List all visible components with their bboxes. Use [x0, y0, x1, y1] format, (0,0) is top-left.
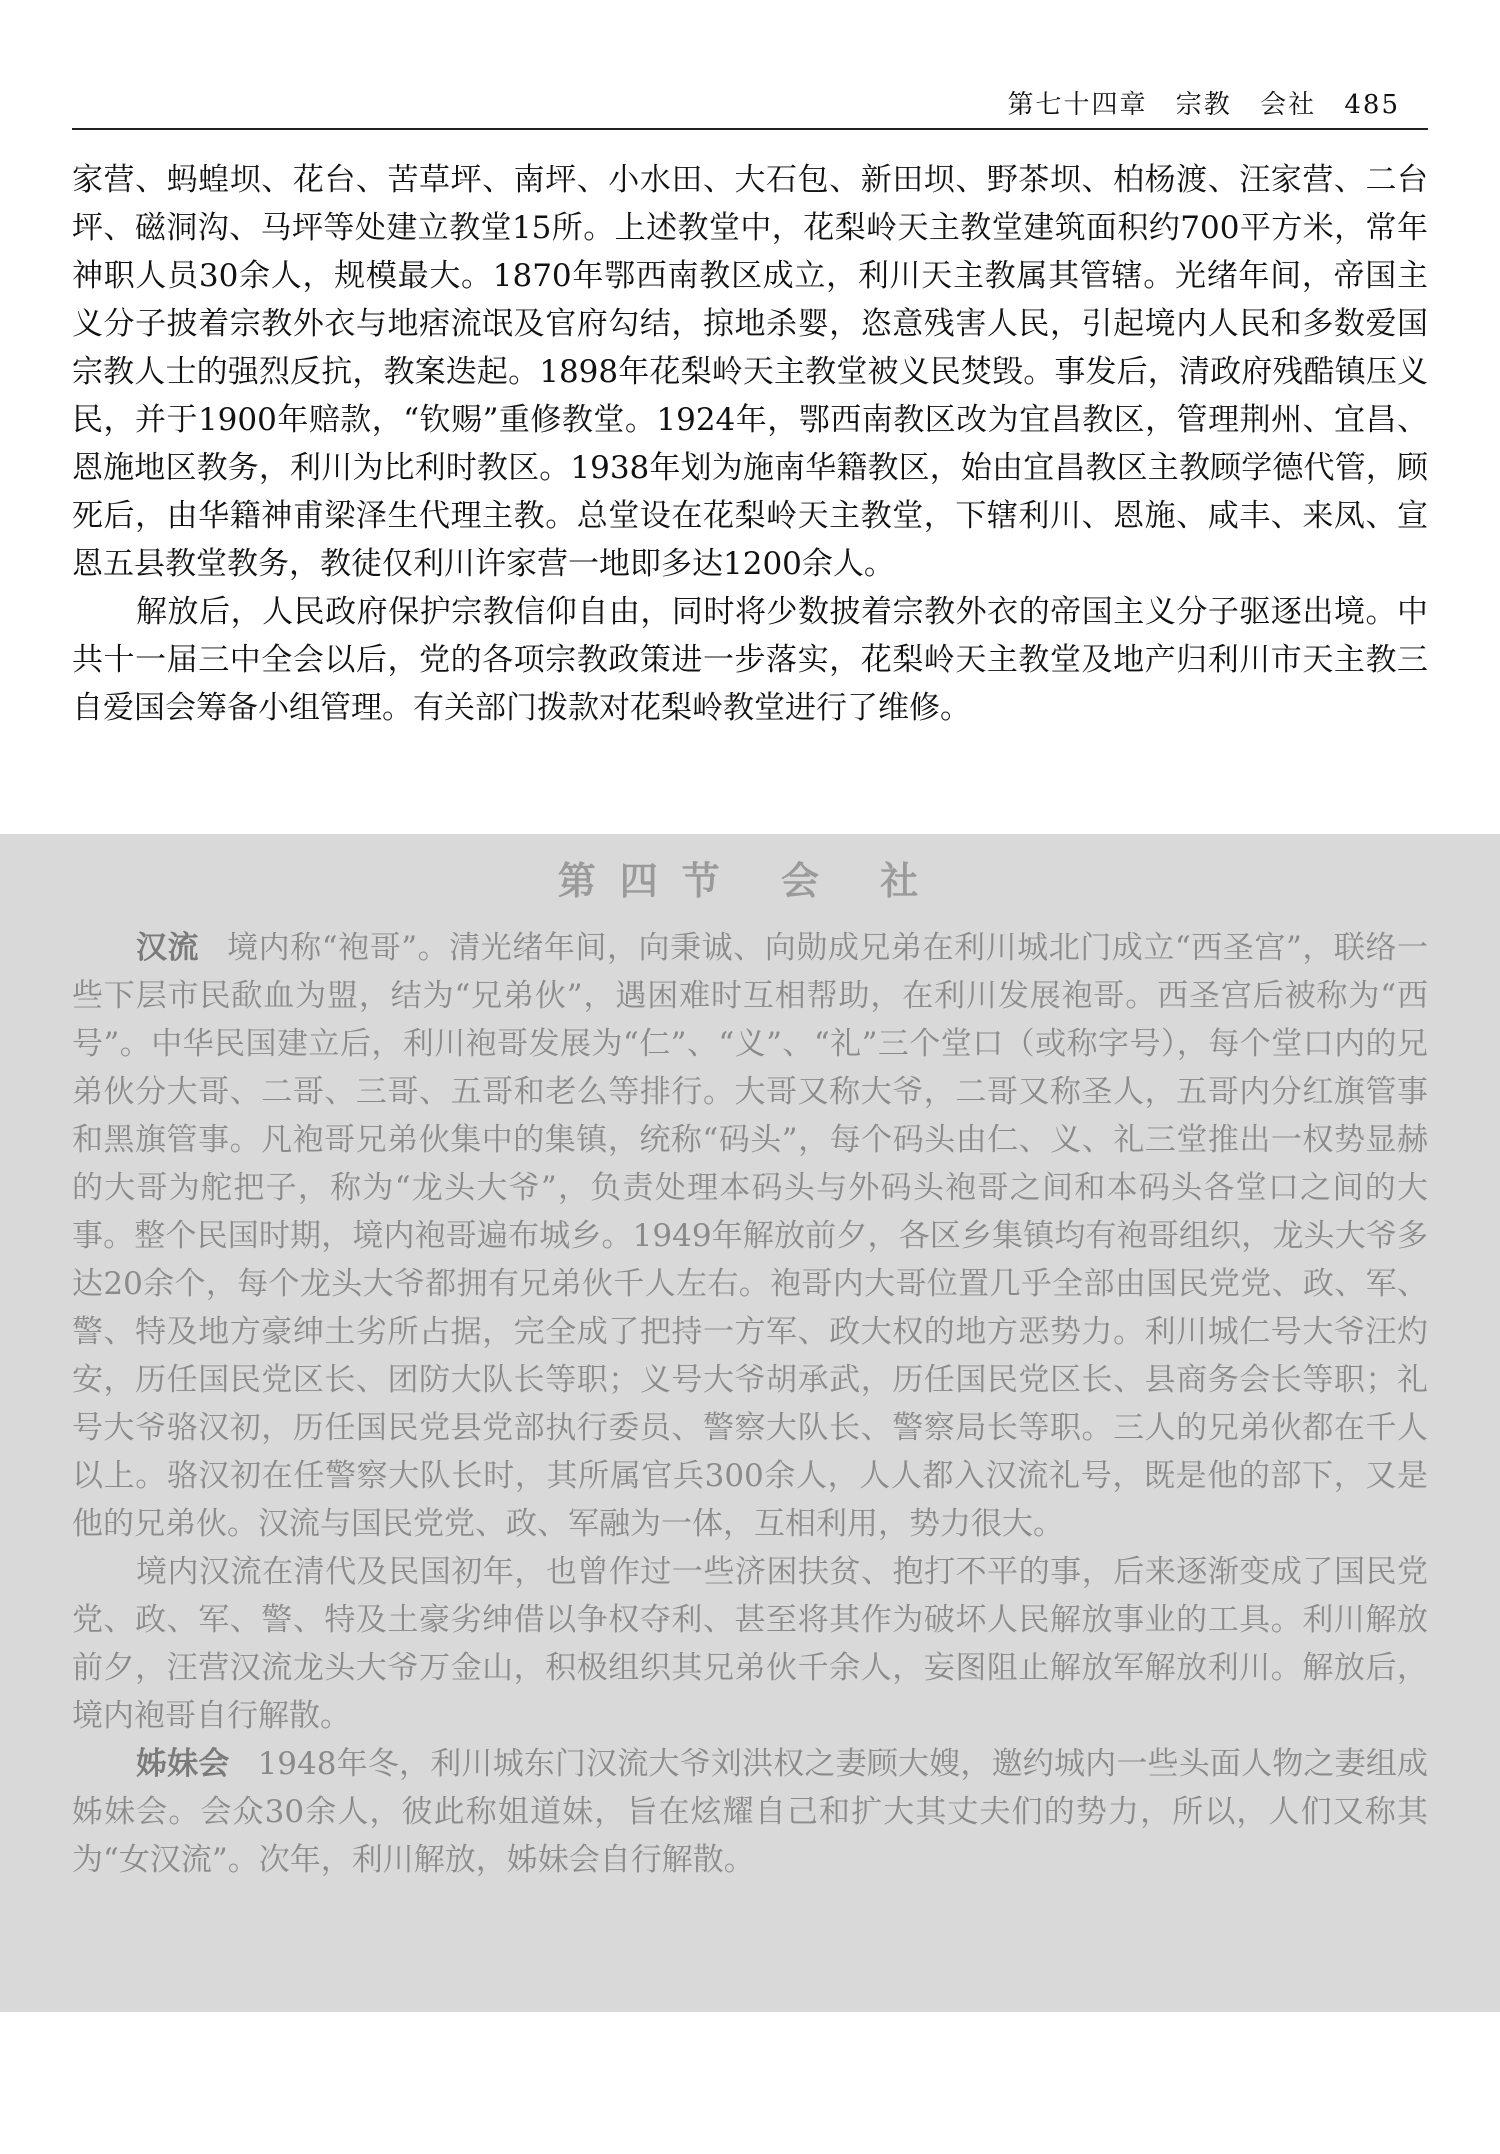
- section-title: 第四节 会 社: [557, 858, 943, 903]
- term-hanliu: 汉流: [136, 930, 200, 966]
- paragraph-catholic-churches: 家营、蚂蝗坝、花台、苦草坪、南坪、小水田、大石包、新田坝、野茶坝、柏杨渡、汪家营、二台坪、磁洞沟、马坪等处建立教堂15所。上述教堂中，花梨岭天主教堂建筑面积约700平方米，常年神职人员30余人，规模最大。1870年鄂西南教区成立，利川天主教属其管辖。光绪年间，帝国主义分子披着宗教外衣与地痞流氓及官府勾结，掠地杀婴，恣意残害人民，引起境内人民和多数爱国宗教人士的强烈反抗，教案迭起。1898年花梨岭天主教堂被义民焚毁。事发后，清政府残酷镇压义民，并于1900年赔款，“钦赐”重修教堂。1924年，鄂西南教区改为宜昌教区，管理荆州、宜昌、恩施地区教务，利川为比利时教区。1938年划为施南华籍教区，始由宜昌教区主教顾学德代管，顾死后，由华籍神甫梁泽生代理主教。总堂设在花梨岭天主教堂，下辖利川、恩施、咸丰、来凤、宣恩五县教堂教务，教徒仅利川许家营一地即多达1200余人。: [72, 162, 1428, 582]
- religion-text: [72, 156, 1428, 732]
- running-header: [990, 84, 1400, 121]
- page-number: 485: [1344, 90, 1400, 120]
- header-rule: [72, 128, 1428, 130]
- paragraph-after-liberation: 解放后，人民政府保护宗教信仰自由，同时将少数披着宗教外衣的帝国主义分子驱逐出境。中共十一届三中全会以后，党的各项宗教政策进一步落实，花梨岭天主教堂及地产归利川市天主教三自爱国会筹备小组管理。有关部门拨款对花梨岭教堂进行了维修。: [72, 594, 1428, 726]
- paragraph-zimeihui: [72, 1740, 1428, 1884]
- zimeihui-body: 1948年冬，利川城东门汉流大爷刘洪权之妻顾大嫂，邀约城内一些头面人物之妻组成姊妹会。会众30余人，彼此称姐道妹，旨在炫耀自己和扩大其丈夫们的势力，所以，人们又称其为“女汉流”。次年，利川解放，姊妹会自行解散。: [72, 1746, 1428, 1878]
- chapter-label: 第七十四章: [1007, 90, 1148, 120]
- paragraph-hanliu: [72, 924, 1428, 1548]
- term-zimeihui: 姊妹会: [136, 1746, 230, 1782]
- society-text: [72, 924, 1428, 1884]
- paragraph-hanliu-later: 境内汉流在清代及民国初年，也曾作过一些济困扶贫、抱打不平的事，后来逐渐变成了国民党党、政、军、警、特及土豪劣绅借以争权夺利、甚至将其作为破坏人民解放事业的工具。利川解放前夕，汪营汉流龙头大爷万金山，积极组织其兄弟伙千余人，妄图阻止解放军解放利川。解放后，境内袍哥自行解散。: [72, 1554, 1428, 1734]
- topic-label: 宗教: [1175, 90, 1232, 120]
- hanliu-body: 境内称“袍哥”。清光绪年间，向秉诚、向勋成兄弟在利川城北门成立“西圣宫”，联络一些下层市民歃血为盟，结为“兄弟伙”，遇困难时互相帮助，在利川发展袍哥。西圣宫后被称为“西号”。中华民国建立后，利川袍哥发展为“仁”、“义”、“礼”三个堂口（或称字号），每个堂口内的兄弟伙分大哥、二哥、三哥、五哥和老么等排行。大哥又称大爷，二哥又称圣人，五哥内分红旗管事和黑旗管事。凡袍哥兄弟伙集中的集镇，统称“码头”，每个码头由仁、义、礼三堂推出一权势显赫的大哥为舵把子，称为“龙头大爷”，负责处理本码头与外码头袍哥之间和本码头各堂口之间的大事。整个民国时期，境内袍哥遍布城乡。1949年解放前夕，各区乡集镇均有袍哥组织，龙头大爷多达20余个，每个龙头大爷都拥有兄弟伙千人左右。袍哥内大哥位置几乎全部由国民党党、政、军、警、特及地方豪绅土劣所占据，完全成了把持一方军、政大权的地方恶势力。利川城仁号大爷汪灼安，历任国民党区长、团防大队长等职；义号大爷胡承武，历任国民党区长、县商务会长等职；礼号大爷骆汉初，历任国民党县党部执行委员、警察大队长、警察局长等职。三人的兄弟伙都在千人以上。骆汉初在任警察大队长时，其所属官兵300余人，人人都入汉流礼号，既是他的部下，又是他的兄弟伙。汉流与国民党党、政、军融为一体，互相利用，势力很大。: [72, 930, 1429, 1542]
- subtopic-label: 会社: [1260, 90, 1317, 120]
